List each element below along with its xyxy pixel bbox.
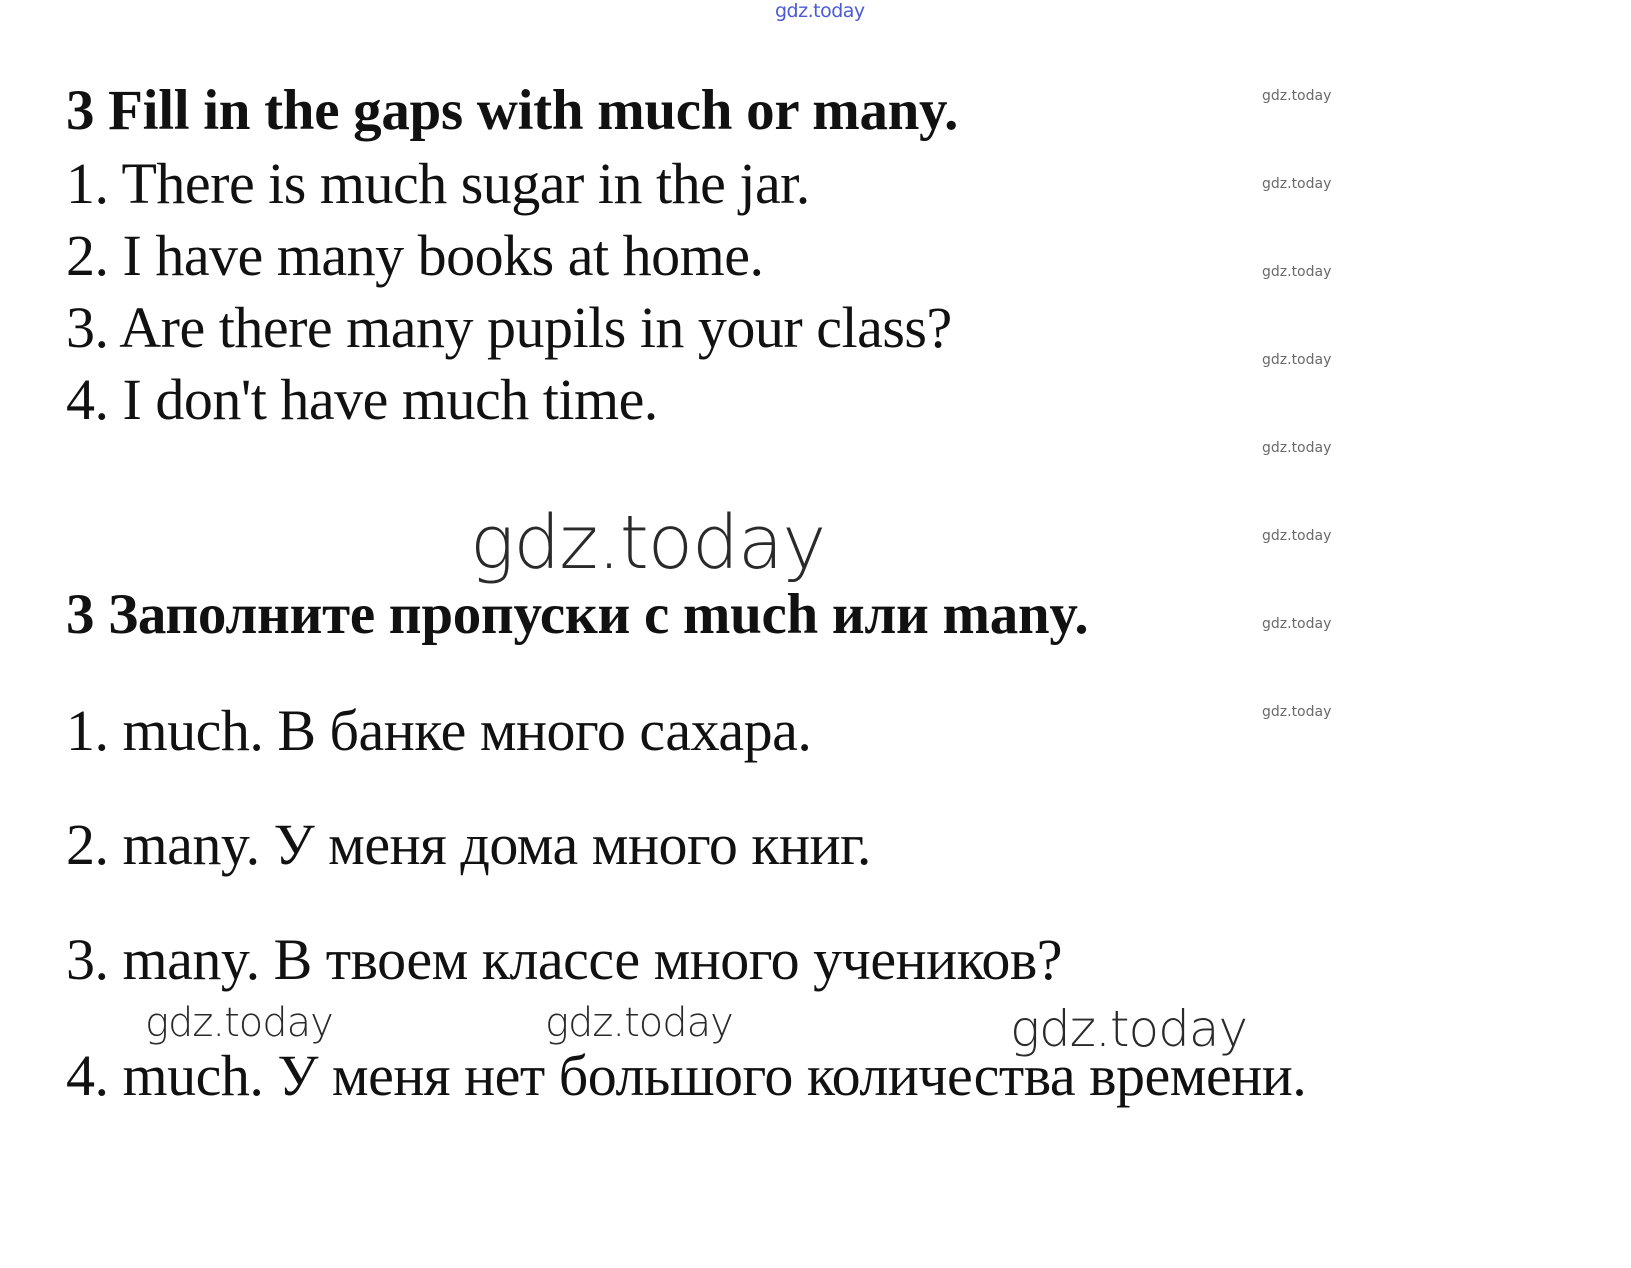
answer-line: 3. many. В твоем классе много учеников? (66, 927, 1063, 992)
exercise-sentence: 1. There is much sugar in the jar. (66, 151, 810, 216)
watermark-center-large: gdz.today (470, 500, 826, 586)
watermark-top: gdz.today (775, 0, 865, 22)
watermark-side: gdz.today (1262, 704, 1332, 720)
watermark-bottom-middle: gdz.today (545, 1000, 733, 1046)
exercise-heading-russian: 3 Заполните пропуски с much или many. (66, 583, 1089, 646)
watermark-bottom-right: gdz.today (1010, 1000, 1248, 1058)
watermark-bottom-left: gdz.today (145, 1000, 333, 1046)
exercise-heading-english: 3 Fill in the gaps with much or many. (66, 79, 959, 142)
watermark-side: gdz.today (1262, 528, 1332, 544)
watermark-side: gdz.today (1262, 88, 1332, 104)
watermark-side: gdz.today (1262, 616, 1332, 632)
watermark-side: gdz.today (1262, 352, 1332, 368)
answer-line: 2. many. У меня дома много книг. (66, 812, 871, 877)
watermark-side: gdz.today (1262, 176, 1332, 192)
watermark-side: gdz.today (1262, 264, 1332, 280)
answer-line: 4. much. У меня нет большого количества времени. (66, 1043, 1307, 1108)
answer-line: 1. much. В банке много сахара. (66, 698, 812, 763)
exercise-sentence: 4. I don't have much time. (66, 367, 658, 432)
exercise-sentence: 3. Are there many pupils in your class? (66, 295, 952, 360)
watermark-side: gdz.today (1262, 440, 1332, 456)
exercise-sentence: 2. I have many books at home. (66, 223, 764, 288)
